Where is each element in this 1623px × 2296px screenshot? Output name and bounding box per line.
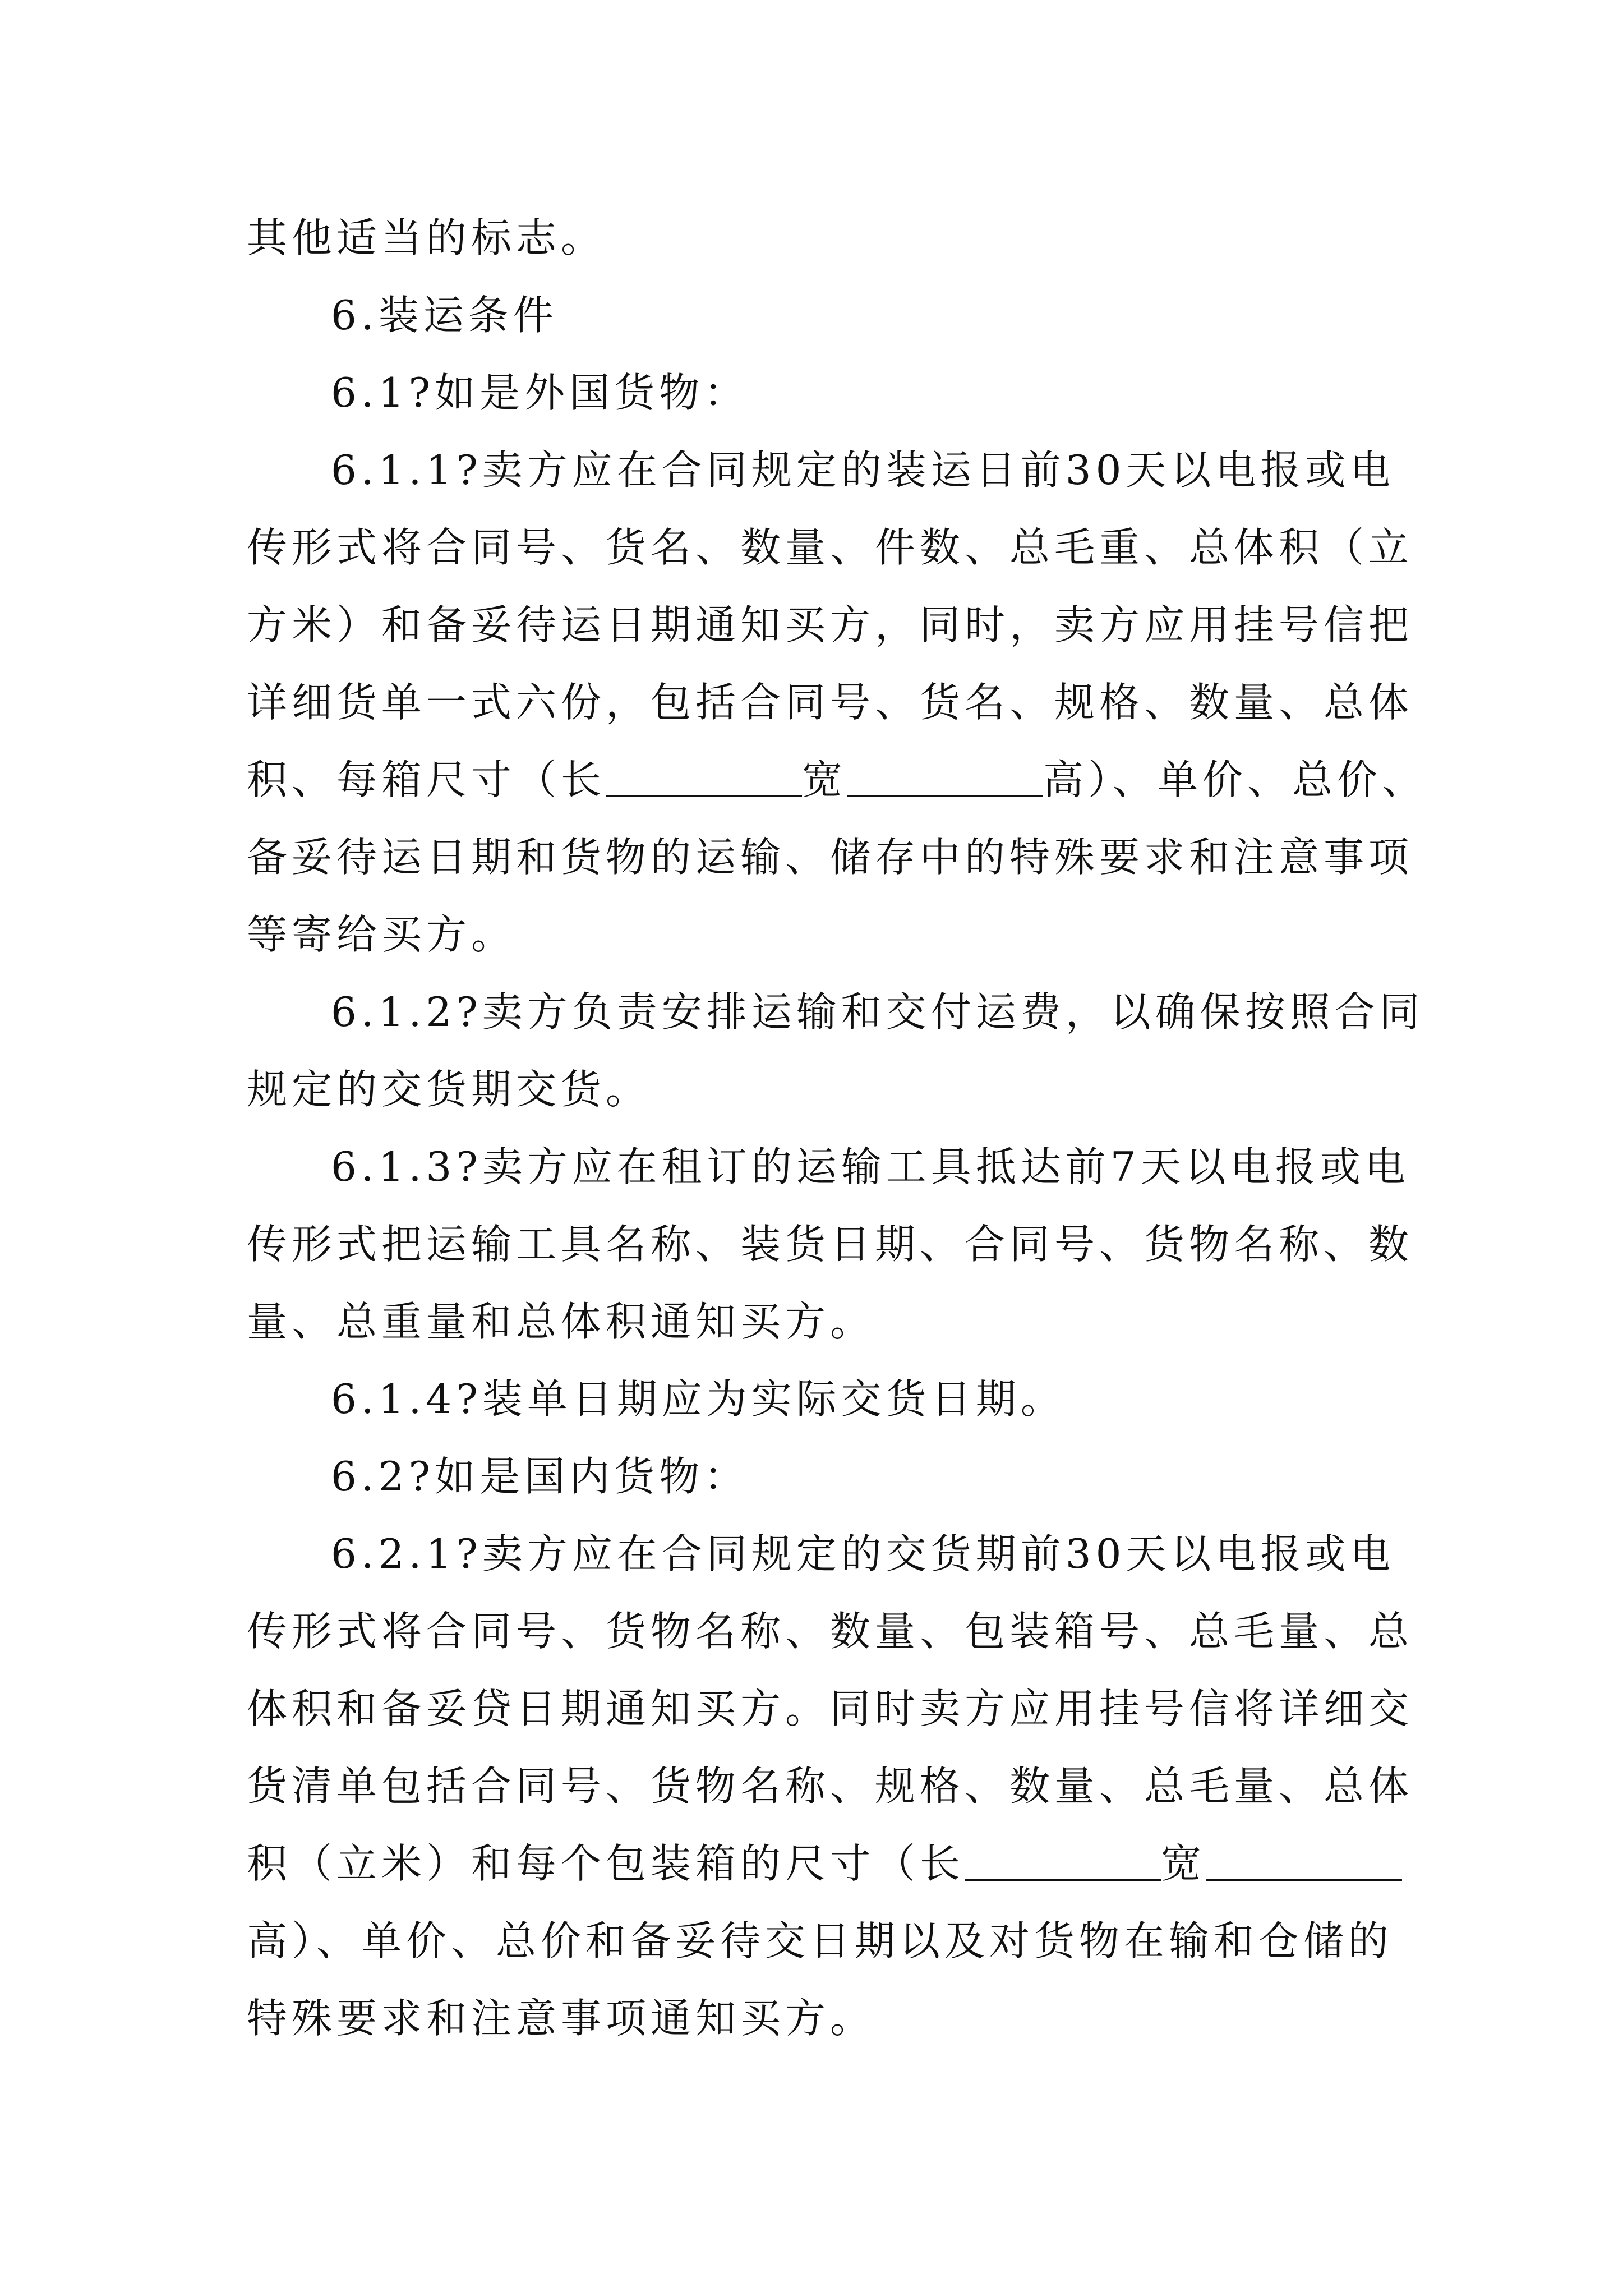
paragraph-line: 货清单包括合同号、货物名称、规格、数量、总毛量、总体 xyxy=(247,1763,1414,1810)
fill-in-blank xyxy=(965,1879,1161,1881)
fill-in-blank xyxy=(1206,1879,1402,1881)
line-text: 积、每箱尺寸（长 xyxy=(247,756,606,803)
paragraph-line: 传形式把运输工具名称、装货日期、合同号、货物名称、数 xyxy=(247,1221,1414,1268)
line-text: 宽 xyxy=(802,756,847,803)
paragraph-line: 方米）和备妥待运日期通知买方，同时，卖方应用挂号信把 xyxy=(247,601,1414,648)
line-text: 积（立米）和每个包装箱的尺寸（长 xyxy=(247,1840,965,1887)
paragraph-line: 高）、单价、总价和备妥待交日期以及对货物在输和仓储的 xyxy=(247,1917,1394,1964)
paragraph-line xyxy=(247,741,1427,818)
line-text: 高）、单价、总价、 xyxy=(1043,756,1427,803)
paragraph-line: 体积和备妥贷日期通知买方。同时卖方应用挂号信将详细交 xyxy=(247,1685,1414,1732)
section-heading: 6.装运条件 xyxy=(331,292,558,339)
subsection-heading: 6.1?如是外国货物： xyxy=(331,369,749,416)
fill-in-blank xyxy=(847,795,1043,797)
fill-in-blank xyxy=(606,795,802,797)
paragraph-line: 6.1.4?装单日期应为实际交货日期。 xyxy=(331,1375,1066,1423)
paragraph-line xyxy=(247,1825,1396,1902)
paragraph-line: 等寄给买方。 xyxy=(247,911,517,958)
paragraph-line: 6.2.1?卖方应在合同规定的交货期前30天以电报或电 xyxy=(331,1530,1395,1577)
paragraph-line: 传形式将合同号、货名、数量、件数、总毛重、总体积（立 xyxy=(247,524,1414,571)
paragraph-line: 备妥待运日期和货物的运输、储存中的特殊要求和注意事项 xyxy=(247,834,1414,881)
paragraph-line: 特殊要求和注意事项通知买方。 xyxy=(247,1995,875,2042)
paragraph-line: 6.1.2?卖方负责安排运输和交付运费，以确保按照合同 xyxy=(331,988,1424,1036)
paragraph-line: 传形式将合同号、货物名称、数量、包装箱号、总毛量、总 xyxy=(247,1608,1414,1655)
paragraph-line: 其他适当的标志。 xyxy=(247,214,606,261)
paragraph-line: 6.1.1?卖方应在合同规定的装运日前30天以电报或电 xyxy=(331,447,1395,494)
document-body xyxy=(247,199,1427,2057)
paragraph-line: 6.1.3?卖方应在租订的运输工具抵达前7天以电报或电 xyxy=(331,1143,1410,1190)
subsection-heading: 6.2?如是国内货物： xyxy=(331,1453,749,1500)
line-text: 宽 xyxy=(1161,1840,1206,1887)
paragraph-line: 量、总重量和总体积通知买方。 xyxy=(247,1298,875,1345)
paragraph-line: 详细货单一式六份，包括合同号、货名、规格、数量、总体 xyxy=(247,679,1414,726)
paragraph-line: 规定的交货期交货。 xyxy=(247,1066,651,1113)
